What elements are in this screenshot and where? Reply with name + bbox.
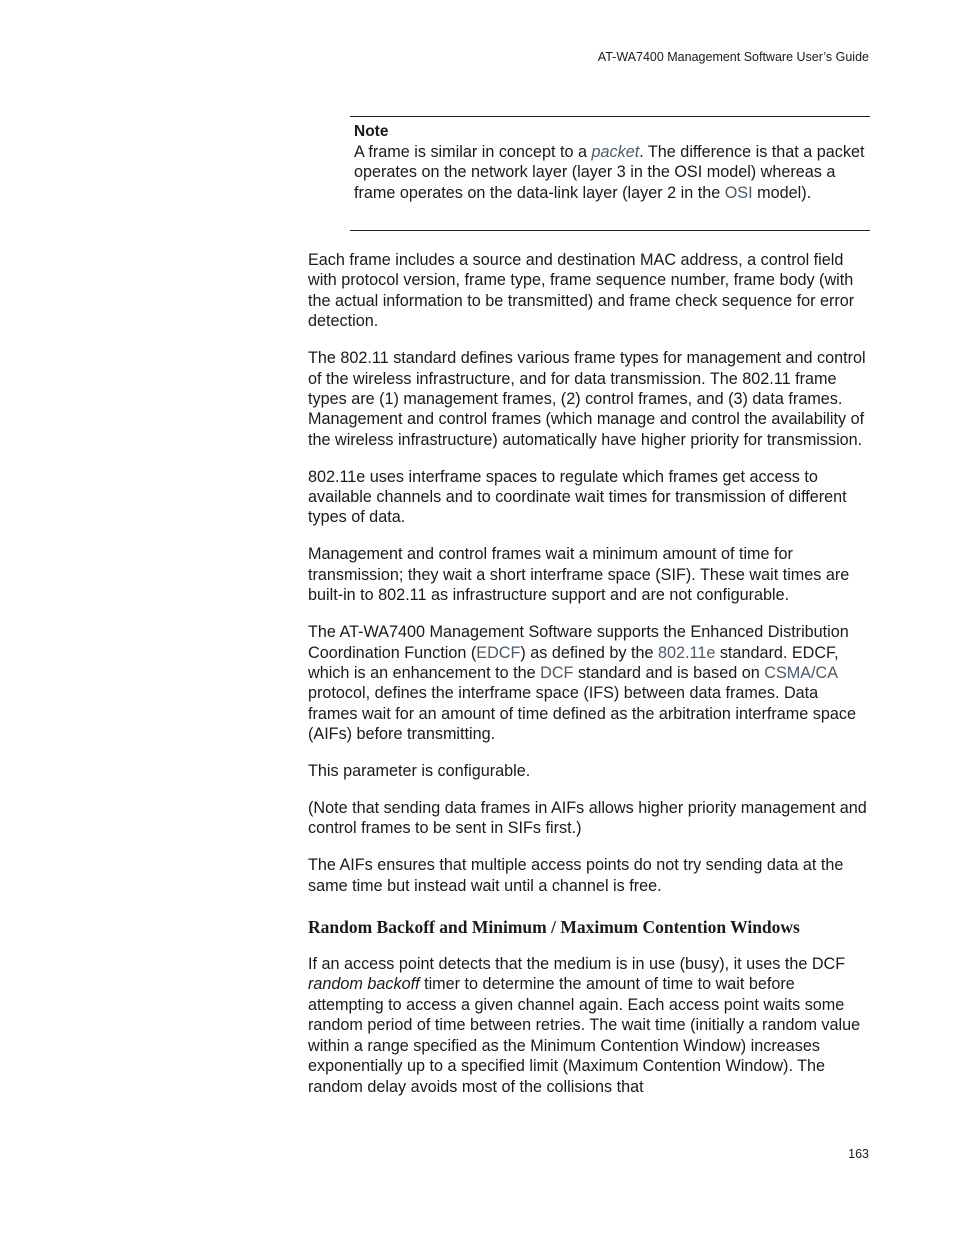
paragraph-text: If an access point detects that the medium is in use (busy), it uses the DCF (308, 955, 846, 974)
paragraph-text: standard and is based on (573, 663, 765, 682)
80211e-link[interactable]: 802.11e (658, 643, 716, 662)
paragraph-frame-types: The 802.11 standard defines various frame types for management and control of the wireless infrastructure, and for data transmission. The 802.11 frame types are (1) management frames, (2) control frames, and (3) data frames. Management and control frames (which manage and control the availability of the wireless infrastructure) automatically have higher priority for transmission. (308, 349, 866, 449)
paragraph-edcf (308, 622, 870, 744)
dcf-link[interactable]: DCF (540, 663, 574, 682)
paragraph-text: timer to determine the amount of time to wait before attempting to access a given channel again. Each access point waits some random period of time between retries. The wait time (initially a random value within a range specified as the Minimum Contention Window) increases exponentially up to a specified limit (Maximum Contention Window). The random delay avoids most of the collisions that (308, 975, 861, 1096)
edcf-link[interactable]: EDCF (476, 643, 521, 662)
note-text-part: . The difference is that a packet operates on the network layer (layer 3 in the OSI model) whereas a frame operates on the data-link layer (layer 2 in the (354, 143, 865, 202)
section-heading: Random Backoff and Minimum / Maximum Contention Windows (308, 917, 800, 938)
note-box (350, 116, 870, 231)
paragraph-aifs-note: (Note that sending data frames in AIFs allows higher priority management and control frames to be sent in SIFs first.) (308, 798, 867, 838)
page-number: 163 (848, 1147, 869, 1161)
main-content (308, 250, 870, 1113)
osi-link[interactable]: OSI (724, 183, 753, 202)
paragraph-text: protocol, defines the interframe space (IFS) between data frames. Data frames wait for an amount of time defined as the arbitration interframe space (AIFs) before transmitting. (308, 684, 856, 744)
paragraph-random-backoff (308, 954, 870, 1097)
note-text (354, 142, 870, 203)
packet-link[interactable]: packet (591, 143, 640, 161)
paragraph-configurable: This parameter is configurable. (308, 762, 531, 781)
note-text-part: A frame is similar in concept to a (354, 143, 592, 161)
random-backoff-term: random backoff (308, 975, 420, 994)
paragraph-frame-contents: Each frame includes a source and destination MAC address, a control field with protocol version, frame type, frame sequence number, frame body (with the actual information to be transmitted) and frame check sequence for error detection. (308, 251, 855, 331)
paragraph-sif: Management and control frames wait a minimum amount of time for transmission; they wait a short interframe space (SIF). These wait times are built-in to 802.11 as infrastructure support and are not configurable. (308, 545, 850, 605)
running-header: AT-WA7400 Management Software User’s Guide (597, 50, 869, 64)
paragraph-interframe-spaces: 802.11e uses interframe spaces to regulate which frames get access to available channels and to coordinate wait times for transmission of different types of data. (308, 467, 847, 527)
csma-ca-link[interactable]: CSMA/CA (764, 663, 838, 682)
paragraph-text: ) as defined by the (520, 643, 659, 662)
paragraph-text: The AT-WA7400 Management Software supports the Enhanced Distribution Coordination Function ( (308, 623, 849, 662)
paragraph-text: standard. EDCF, which is an enhancement to the (308, 643, 839, 682)
note-text-part: model). (752, 183, 812, 202)
paragraph-aifs-ensures: The AIFs ensures that multiple access points do not try sending data at the same time but instead wait until a channel is free. (308, 856, 844, 895)
note-title: Note (354, 123, 389, 140)
